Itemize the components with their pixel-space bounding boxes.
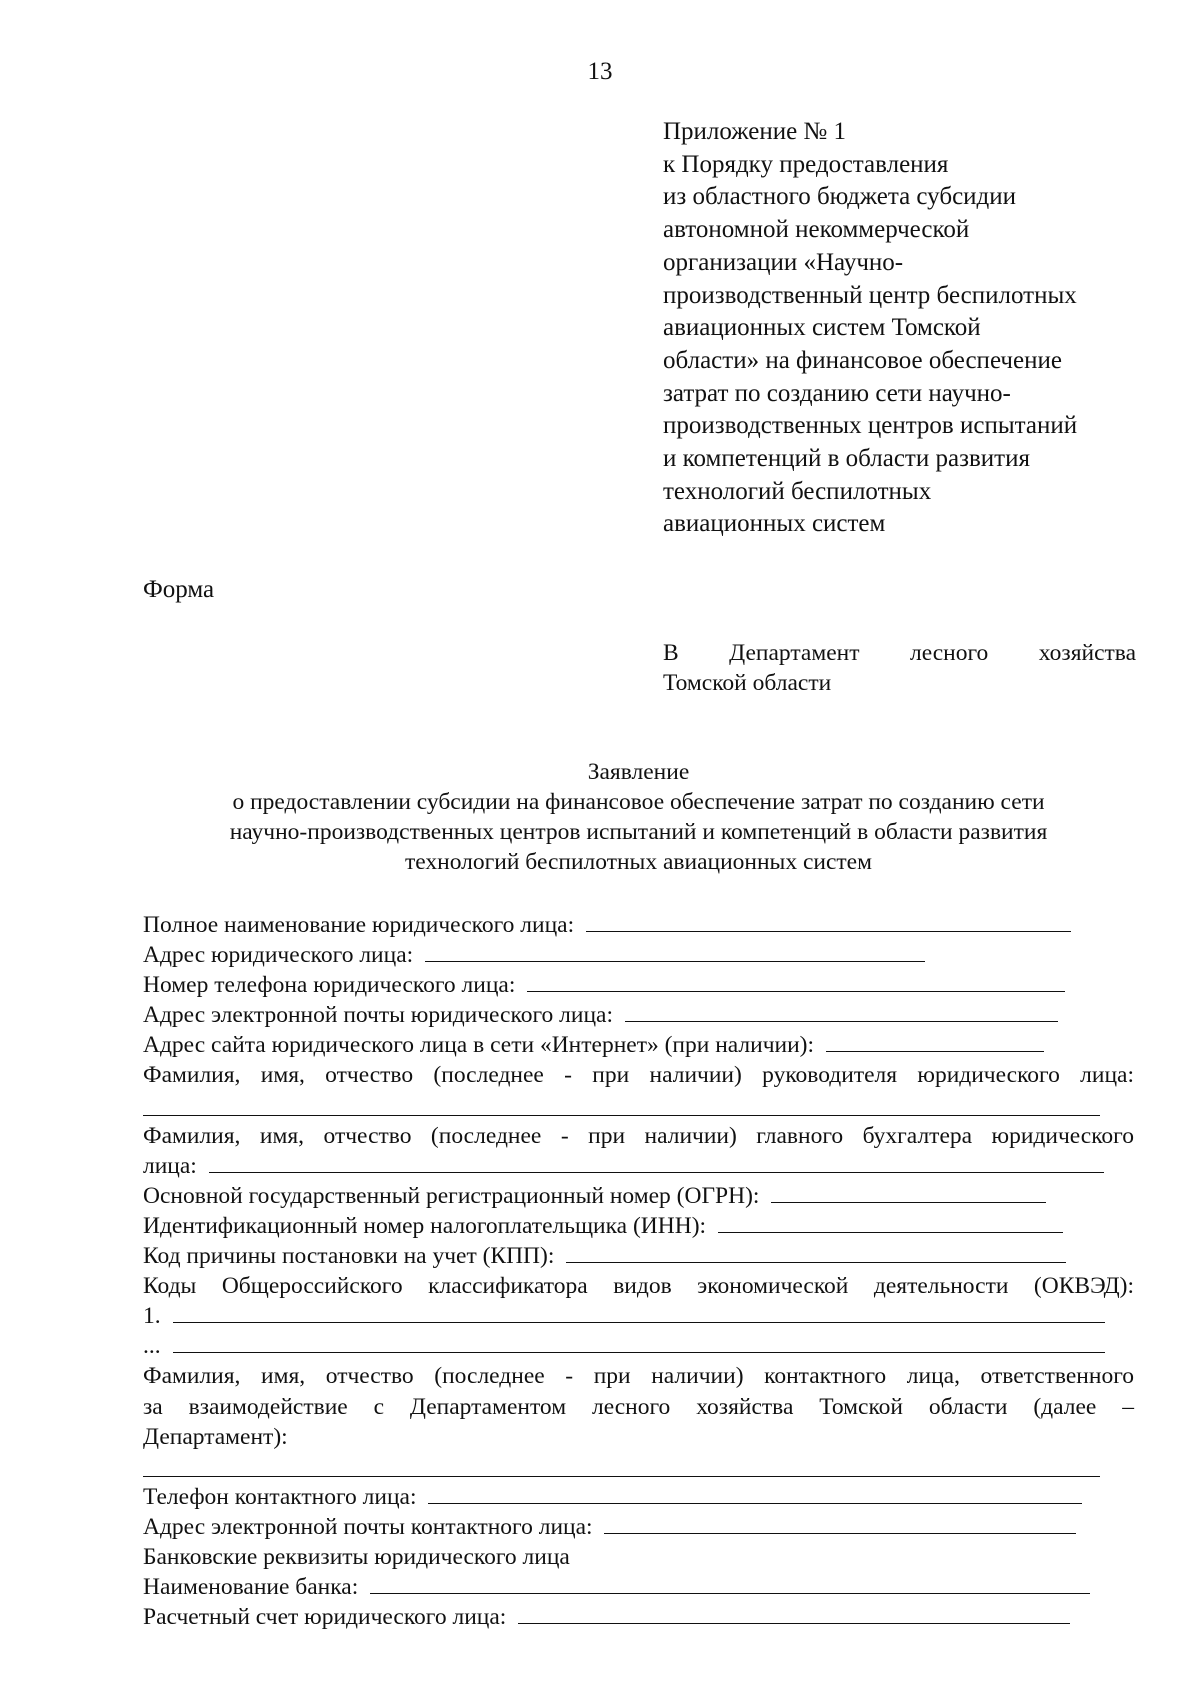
field-label: Фамилия, имя, отчество (последнее - при наличии) главного бухгалтера юридического [143, 1122, 1134, 1149]
field-accountant-line [143, 1151, 1134, 1181]
page-number: 13 [587, 58, 613, 85]
ogrn-blank[interactable] [771, 1182, 1046, 1203]
field-contact-line [143, 1452, 1134, 1482]
appendix-line: из областного бюджета субсидии [663, 183, 1017, 211]
field-kpp [143, 1241, 1134, 1271]
email-blank[interactable] [625, 1001, 1058, 1022]
kpp-blank[interactable] [566, 1242, 1066, 1263]
field-label: Фамилия, имя, отчество (последнее - при наличии) руководителя юридического лица: [143, 1062, 1134, 1089]
title-line-1: о предоставлении субсидии на финансовое обеспечение затрат по созданию сети [232, 789, 1045, 815]
field-label: Код причины постановки на учет (КПП): [143, 1243, 555, 1270]
appendix-block [663, 116, 1183, 541]
address-blank[interactable] [425, 941, 925, 962]
field-email [143, 1000, 1134, 1030]
field-label: Адрес сайта юридического лица в сети «Интернет» (при наличии): [143, 1032, 815, 1059]
field-label: Наименование банка: [143, 1574, 359, 1601]
account-blank[interactable] [518, 1603, 1070, 1624]
field-contact-email [143, 1512, 1134, 1542]
appendix-line: организации «Научно- [663, 248, 904, 276]
field-contact-phone [143, 1482, 1134, 1512]
field-contact [143, 1361, 1134, 1391]
field-label: Банковские реквизиты юридического лица [143, 1543, 570, 1570]
field-label: за взаимодействие с Департаментом лесного хозяйства Томской области (далее – [143, 1393, 1134, 1420]
field-contact-2 [143, 1392, 1134, 1422]
field-bank-name [143, 1572, 1134, 1602]
addressee-block [663, 638, 1136, 698]
field-website [143, 1030, 1134, 1060]
appendix-line: к Порядку предоставления [663, 150, 949, 178]
field-label: Адрес электронной почты юридического лица: [143, 1002, 613, 1029]
full-name-blank[interactable] [586, 911, 1071, 932]
field-label: 1. [143, 1303, 161, 1330]
addressee-line-1: В Департамент лесного хозяйства [663, 640, 1136, 666]
field-address [143, 940, 1134, 970]
field-full-name [143, 910, 1134, 940]
title-line-3: технологий беспилотных авиационных систем [405, 849, 872, 875]
form-label: Форма [143, 576, 215, 603]
field-phone [143, 970, 1134, 1000]
field-director [143, 1060, 1134, 1090]
field-account [143, 1602, 1134, 1632]
title-line-2: научно-производственных центров испытаний и компетенций в области развития [229, 819, 1048, 845]
field-okved-item-1 [143, 1301, 1134, 1331]
appendix-line: затрат по созданию сети научно- [663, 379, 1011, 407]
field-director-line [143, 1091, 1134, 1121]
field-label: Телефон контактного лица: [143, 1483, 417, 1510]
field-label: Основной государственный регистрационный номер (ОГРН): [143, 1182, 760, 1209]
appendix-line: авиационных систем [663, 510, 886, 538]
contact-email-blank[interactable] [604, 1513, 1076, 1534]
form-body [143, 910, 1134, 1632]
field-accountant [143, 1121, 1134, 1151]
okved-more-blank[interactable] [173, 1332, 1105, 1353]
addressee-line-2: Томской области [663, 670, 832, 696]
field-ogrn [143, 1181, 1134, 1211]
field-label: Коды Общероссийского классификатора видов экономической деятельности (ОКВЭД): [143, 1273, 1134, 1300]
title-heading: Заявление [587, 759, 690, 785]
appendix-line: и компетенций в области развития [663, 445, 1030, 473]
field-label: Фамилия, имя, отчество (последнее - при наличии) контактного лица, ответственного [143, 1363, 1134, 1390]
okved-item-1-blank[interactable] [173, 1302, 1105, 1323]
appendix-line: автономной некоммерческой [663, 216, 970, 244]
field-label: лица: [143, 1152, 197, 1179]
appendix-line: технологий беспилотных [663, 477, 932, 505]
field-okved-more [143, 1331, 1134, 1361]
field-label: Департамент): [143, 1423, 288, 1450]
field-contact-3 [143, 1422, 1134, 1452]
field-label: Номер телефона юридического лица: [143, 972, 516, 999]
appendix-line: области» на финансовое обеспечение [663, 346, 1062, 374]
field-label: Адрес электронной почты контактного лица: [143, 1513, 593, 1540]
field-bank-details [143, 1542, 1134, 1572]
field-label: ... [143, 1333, 161, 1360]
field-okved [143, 1271, 1134, 1301]
appendix-line: авиационных систем Томской [663, 314, 981, 342]
field-label: Полное наименование юридического лица: [143, 912, 575, 938]
field-label: Адрес юридического лица: [143, 942, 414, 969]
field-label: Идентификационный номер налогоплательщика (ИНН): [143, 1212, 707, 1239]
appendix-line: производственных центров испытаний [663, 412, 1078, 440]
website-blank[interactable] [826, 1031, 1044, 1052]
appendix-line: производственный центр беспилотных [663, 281, 1077, 309]
field-label: Расчетный счет юридического лица: [143, 1604, 507, 1631]
contact-blank[interactable] [143, 1452, 1100, 1477]
contact-phone-blank[interactable] [428, 1483, 1082, 1504]
appendix-line: Приложение № 1 [663, 118, 847, 145]
accountant-blank[interactable] [209, 1152, 1104, 1173]
field-inn [143, 1211, 1134, 1241]
document-title [143, 757, 1134, 877]
inn-blank[interactable] [718, 1212, 1063, 1233]
bank-name-blank[interactable] [370, 1573, 1090, 1594]
phone-blank[interactable] [527, 971, 1065, 992]
director-blank[interactable] [143, 1091, 1100, 1116]
